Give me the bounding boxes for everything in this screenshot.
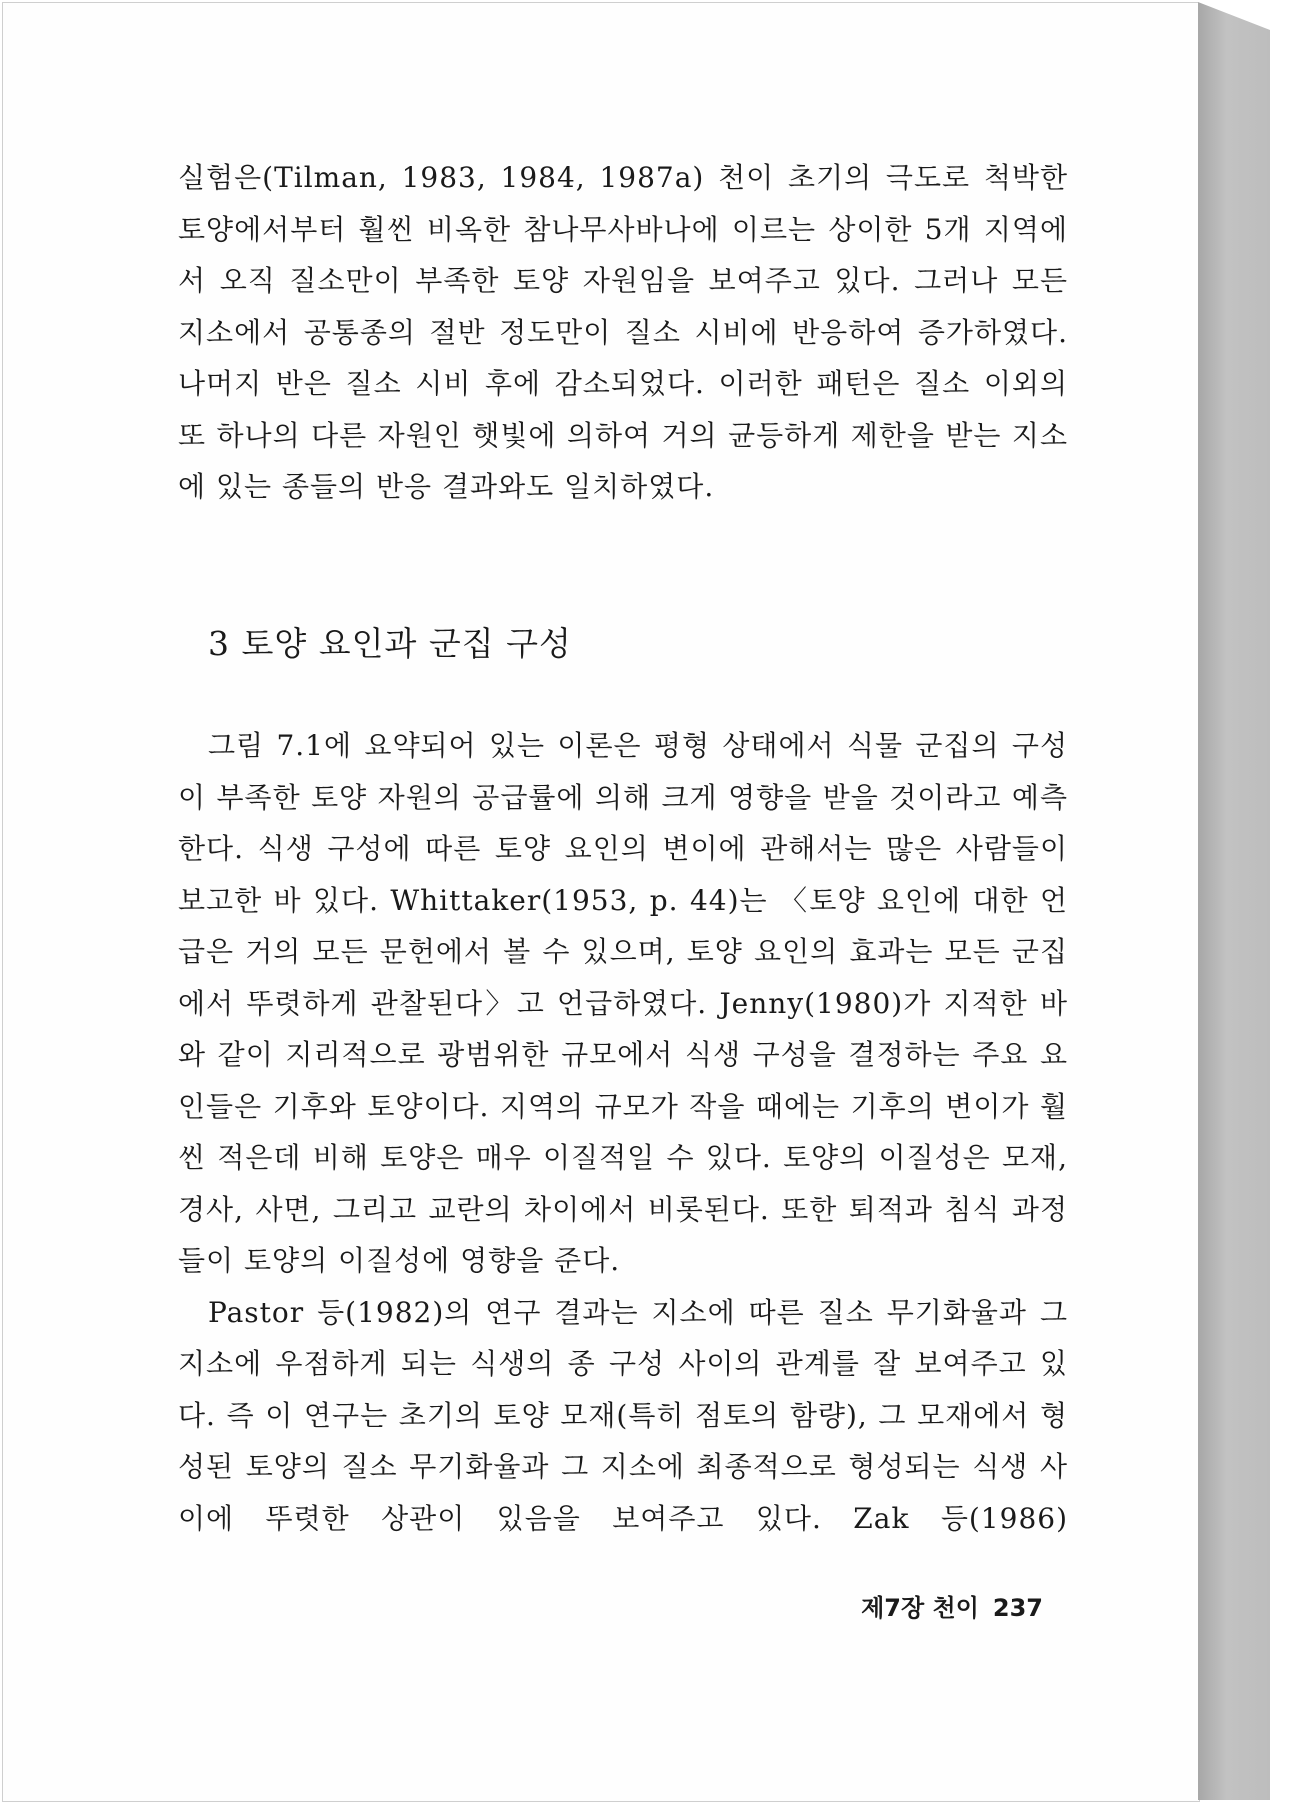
book-spine-edge [1198,2,1270,1800]
body-text-bottom [178,720,1068,1544]
body-text-top [178,152,1068,513]
section-heading: 3 토양 요인과 군집 구성 [208,624,572,663]
paragraph-3: Pastor 등(1982)의 연구 결과는 지소에 따른 질소 무기화율과 그 지소에 우점하게 되는 식생의 종 구성 사이의 관계를 잘 보여주고 있다. 즉 이 연구는 초기의 토양 모재(특히 점토의 함량), 그 모재에서 형성된 토양의 질소 무기화율과 그 지소에 최종적으로 형성되는 식생 사이에 뚜렷한 상관이 있음을 보여주고 있다. Zak 등(1986) [178,1295,1068,1535]
paragraph-1: 실험은(Tilman, 1983, 1984, 1987a) 천이 초기의 극도로 척박한 토양에서부터 훨씬 비옥한 참나무사바나에 이르는 상이한 5개 지역에서 오직 질소만이 부족한 토양 자원임을 보여주고 있다. 그러나 모든 지소에서 공통종의 절반 정도만이 질소 시비에 반응하여 증가하였다. 나머지 반은 질소 시비 후에 감소되었다. 이러한 패턴은 질소 이외의 또 하나의 다른 자원인 햇빛에 의하여 거의 균등하게 제한을 받는 지소에 있는 종들의 반응 결과와도 일치하였다. [178,161,1068,503]
footer-chapter: 제7장 천이 [861,1594,979,1622]
footer-page-number: 237 [992,1594,1043,1622]
book-spine-corner [1198,2,1270,30]
page-footer [861,1588,1043,1623]
paragraph-2: 그림 7.1에 요약되어 있는 이론은 평형 상태에서 식물 군집의 구성이 부족한 토양 자원의 공급률에 의해 크게 영향을 받을 것이라고 예측한다. 식생 구성에 따른 토양 요인의 변이에 관해서는 많은 사람들이 보고한 바 있다. Whittaker(1953, p. 44)는 〈토양 요인에 대한 언급은 거의 모든 문헌에서 볼 수 있으며, 토양 요인의 효과는 모든 군집에서 뚜렷하게 관찰된다〉고 언급하였다. Jenny(1980)가 지적한 바와 같이 지리적으로 광범위한 규모에서 식생 구성을 결정하는 주요 요인들은 기후와 토양이다. 지역의 규모가 작을 때에는 기후의 변이가 훨씬 적은데 비해 토양은 매우 이질적일 수 있다. 토양의 이질성은 모재, 경사, 사면, 그리고 교란의 차이에서 비롯된다. 또한 퇴적과 침식 과정들이 토양의 이질성에 영향을 준다. [178,729,1068,1277]
